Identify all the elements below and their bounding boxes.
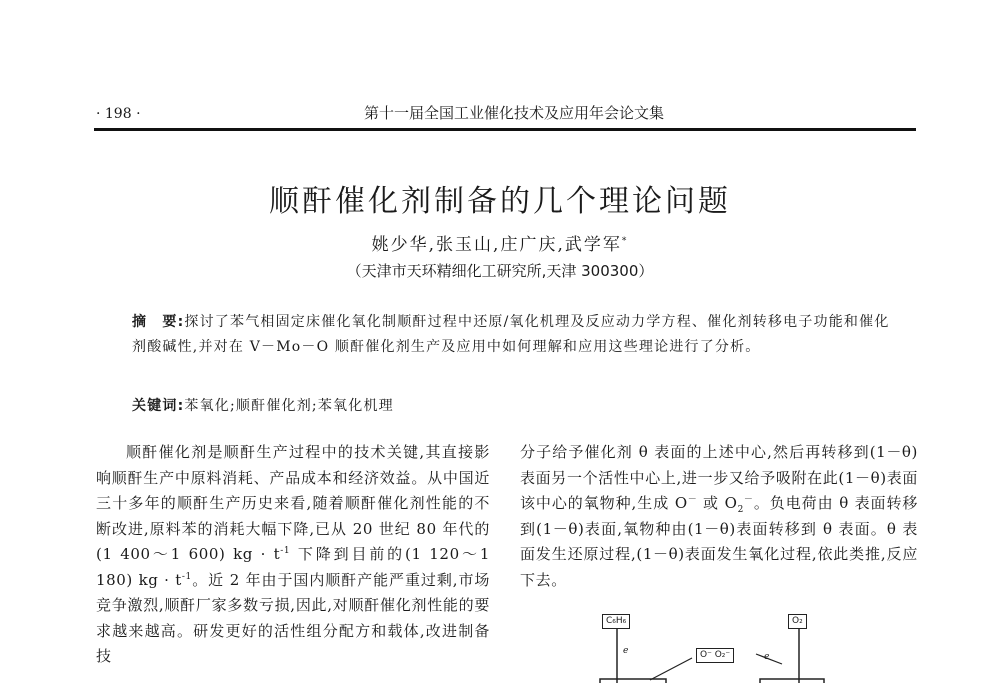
affiliation: （天津市天环精细化工研究所,天津 300300）	[346, 262, 654, 280]
left-text-c: 。近 2 年由于国内顺酐产能严重过剩,市场竞争激烈,顺酐厂家多数亏损,因此,对顺酐催化剂性能的要求越来越高。研发更好的活性组分配方和载体,改进制备技	[96, 570, 491, 665]
scheme-node-intermediate: O⁻ O₂⁻	[696, 648, 734, 663]
left-sup-2: -1	[181, 571, 192, 582]
right-sup-1: －	[687, 495, 698, 505]
mechanism-scheme	[596, 608, 826, 683]
scheme-box-bottom-right	[760, 679, 824, 683]
scheme-line-mid-left	[650, 658, 692, 680]
scheme-label-b: e	[764, 652, 770, 662]
abstract-text: 探讨了苯气相固定床催化氧化制顺酐过程中还原/氧化机理及反应动力学方程、催化剂转移电子功能和催化剂酸碱性,并对在 V－Mo－O 顺酐催化剂生产及应用中如何理解和应用这些理论进行了分析。	[132, 314, 890, 355]
left-text-a: 顺酐催化剂是顺酐生产过程中的技术关键,其直接影响顺酐生产中原料消耗、产品成本和经济效益。从中国近三十多年的顺酐生产历史来看,随着顺酐催化剂性能的不断改进,原料苯的消耗大幅下降,已从 20 世纪 80 年代的(1 400～1 600) kg · t	[96, 443, 490, 563]
paper-title: 顺酐催化剂制备的几个理论问题	[269, 184, 731, 219]
scheme-label-a: e	[623, 646, 629, 656]
scheme-node-o2: O₂	[788, 614, 807, 629]
running-title: 第十一届全国工业催化技术及应用年会论文集	[364, 104, 665, 122]
abstract	[132, 310, 892, 360]
abstract-label: 摘 要:	[132, 314, 185, 330]
header-rule	[94, 128, 916, 131]
right-text-2: 或 O	[697, 494, 738, 512]
keywords	[132, 395, 892, 415]
page-header	[96, 102, 916, 126]
right-text-3: 。负电荷由 θ 表面转移到(1－θ)表面,氧物种由(1－θ)表面转移到 θ 表面。θ 表面发生还原过程,(1－θ)表面发生氧化过程,依此类推,反应下去。	[520, 494, 918, 589]
keywords-text: 苯氧化;顺酐催化剂;苯氧化机理	[184, 398, 394, 414]
author-mark: *	[621, 236, 629, 247]
author-names: 姚少华,张玉山,庄广庆,武学军	[371, 235, 622, 255]
keywords-label: 关键词:	[132, 398, 185, 414]
page-number: · 198 ·	[96, 106, 141, 122]
right-column	[520, 440, 918, 593]
left-text-b: 下降到目前的(1 120～1 180) kg · t	[96, 545, 490, 589]
left-sup-1: -1	[280, 546, 291, 556]
right-text-1: 分子给予催化剂 θ 表面的上述中心,然后再转移到(1－θ)表面另一个活性中心上,进一步又给予吸附在此(1－θ)表面该中心的氧物种,生成 O	[520, 443, 918, 512]
authors	[0, 230, 1000, 255]
left-paragraph	[96, 440, 490, 670]
scheme-node-benzene: C₆H₆	[602, 614, 630, 629]
right-sup-2: －	[743, 495, 754, 505]
left-column	[96, 440, 490, 670]
right-sub-2: 2	[737, 505, 744, 515]
right-paragraph	[520, 440, 918, 593]
scheme-box-bottom-left	[600, 679, 666, 683]
